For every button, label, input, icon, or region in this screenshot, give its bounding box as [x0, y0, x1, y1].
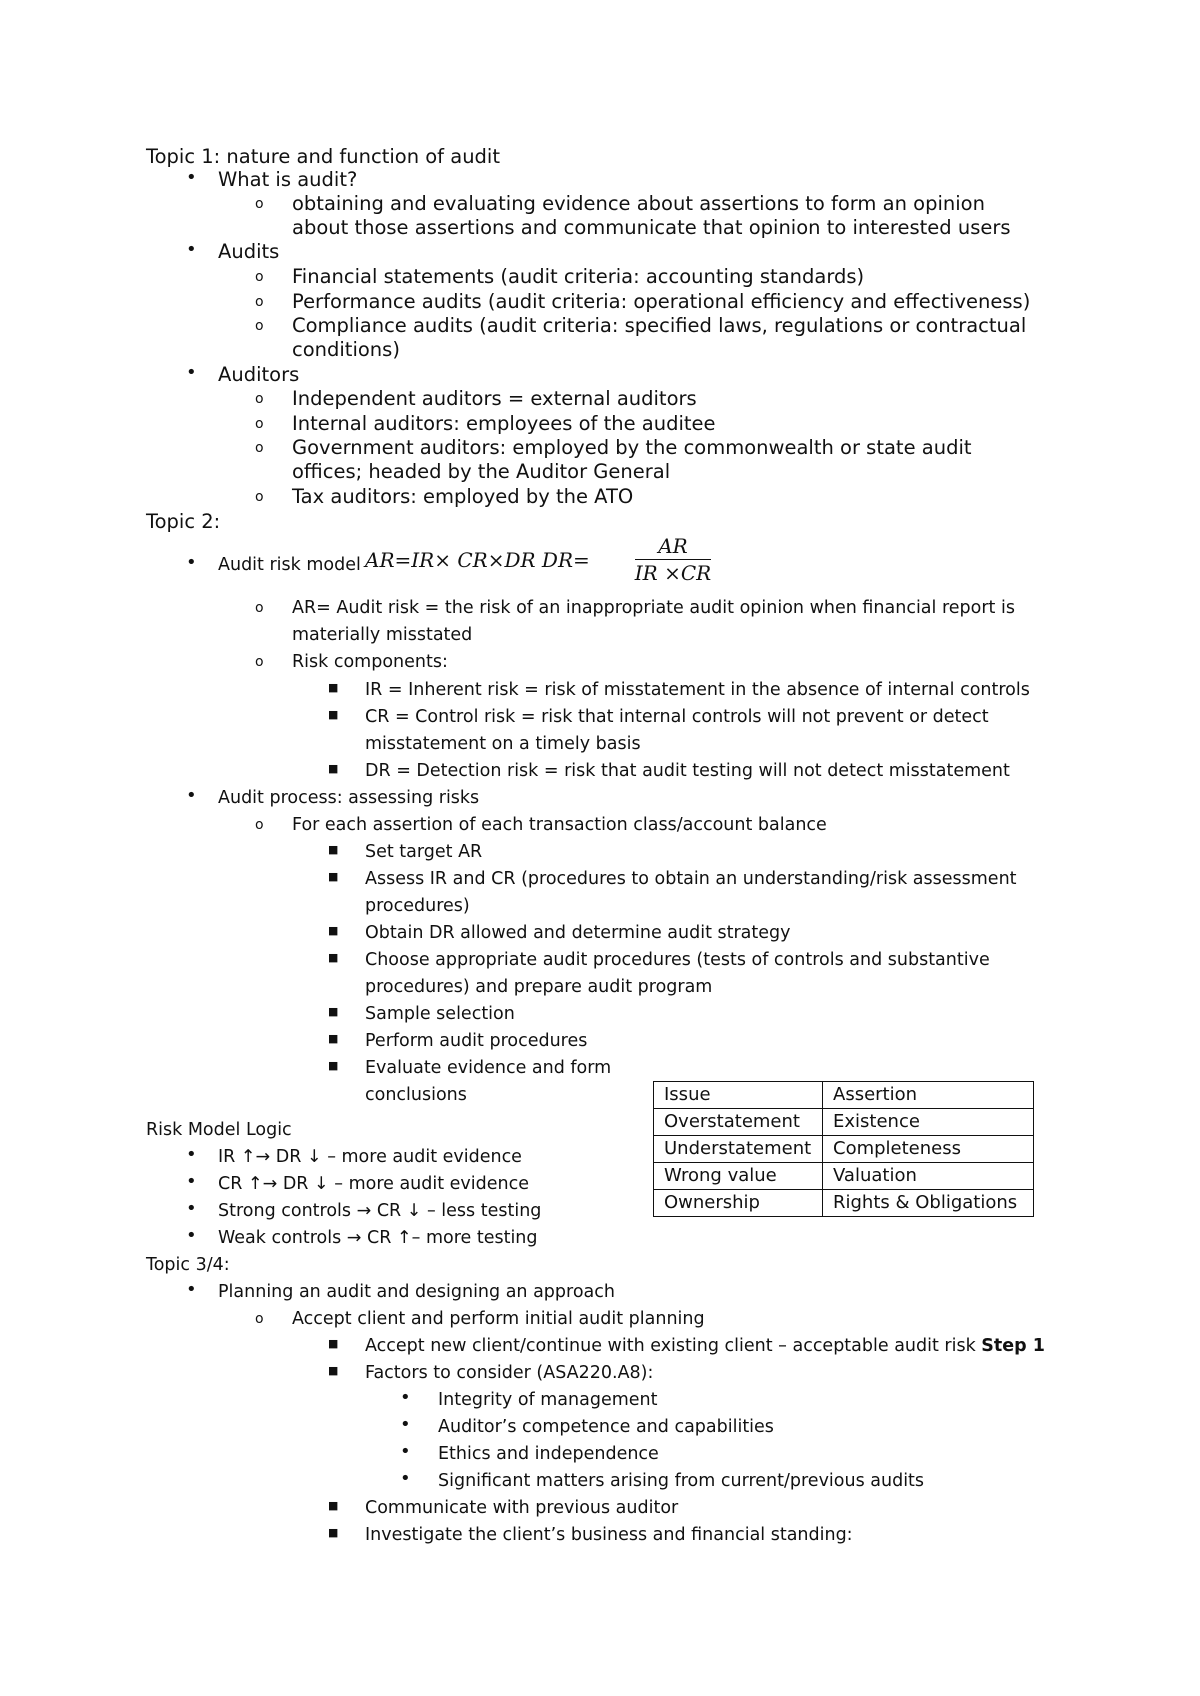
- audits-label: Audits: [218, 240, 280, 263]
- factor-item: Integrity of management: [438, 1390, 658, 1410]
- circle-bullet-icon: o: [255, 269, 264, 285]
- auditors-label: Auditors: [218, 363, 300, 386]
- topic1-answer-line2: about those assertions and communicate that opinion to interested users: [292, 216, 1011, 239]
- process-step: Choose appropriate audit procedures (tests of controls and substantive: [365, 950, 990, 970]
- bullet-icon: •: [400, 1414, 411, 1435]
- table-row: [654, 1163, 1034, 1190]
- circle-bullet-icon: o: [255, 391, 264, 407]
- topic1-question: What is audit?: [218, 168, 358, 191]
- square-bullet-icon: ■: [328, 681, 339, 694]
- bullet-icon: •: [400, 1387, 411, 1408]
- square-bullet-icon: ■: [328, 1005, 339, 1018]
- process-step-continued: procedures): [365, 896, 470, 916]
- factor-item: Ethics and independence: [438, 1444, 659, 1464]
- audits-item-continued: conditions): [292, 338, 400, 361]
- topic1-heading: Topic 1: nature and function of audit: [146, 145, 500, 168]
- table-row: [654, 1136, 1034, 1163]
- audit-process-sub: For each assertion of each transaction class/account balance: [292, 815, 827, 835]
- square-bullet-icon: ■: [328, 1526, 339, 1539]
- circle-bullet-icon: o: [255, 489, 264, 505]
- topic2-heading: Topic 2:: [146, 510, 221, 533]
- formula-numerator: AR: [658, 534, 688, 558]
- table-row: [654, 1109, 1034, 1136]
- risk-components-label: Risk components:: [292, 652, 448, 672]
- factor-item: Auditor’s competence and capabilities: [438, 1417, 774, 1437]
- circle-bullet-icon: o: [255, 1311, 264, 1327]
- table-header-cell: Issue: [654, 1082, 823, 1109]
- circle-bullet-icon: o: [255, 440, 264, 456]
- square-bullet-icon: ■: [328, 762, 339, 775]
- audits-item: Compliance audits (audit criteria: specified laws, regulations or contractual: [292, 314, 1027, 337]
- risk-logic-item: Weak controls → CR ↑– more testing: [218, 1228, 538, 1248]
- circle-bullet-icon: o: [255, 817, 264, 833]
- communicate-label: Communicate with previous auditor: [365, 1498, 679, 1518]
- accept-new-client-line: [365, 1334, 1045, 1358]
- square-bullet-icon: ■: [328, 924, 339, 937]
- dr-definition: DR = Detection risk = risk that audit testing will not detect misstatement: [365, 761, 1010, 781]
- circle-bullet-icon: o: [255, 196, 264, 212]
- formula-main: AR=IR× CR×DR DR=: [365, 548, 590, 572]
- process-step: Obtain DR allowed and determine audit strategy: [365, 923, 791, 943]
- risk-logic-item: IR ↑→ DR ↓ – more audit evidence: [218, 1147, 522, 1167]
- audit-process-label: Audit process: assessing risks: [218, 788, 480, 808]
- accept-client-label: Accept client and perform initial audit planning: [292, 1309, 705, 1329]
- table-cell: Overstatement: [654, 1109, 823, 1136]
- ar-definition-line1: AR= Audit risk = the risk of an inappropriate audit opinion when financial report is: [292, 598, 1015, 618]
- circle-bullet-icon: o: [255, 416, 264, 432]
- table-header-row: [654, 1082, 1034, 1109]
- table-cell: Valuation: [823, 1163, 1034, 1190]
- risk-logic-item: Strong controls → CR ↓ – less testing: [218, 1201, 542, 1221]
- process-step-continued: procedures) and prepare audit program: [365, 977, 713, 997]
- bullet-icon: •: [186, 1144, 197, 1165]
- assertion-table: [653, 1081, 1034, 1217]
- process-step: Sample selection: [365, 1004, 515, 1024]
- cr-definition-line1: CR = Control risk = risk that internal controls will not prevent or detect: [365, 707, 989, 727]
- square-bullet-icon: ■: [328, 951, 339, 964]
- bullet-icon: •: [186, 1171, 197, 1192]
- ar-definition-line2: materially misstated: [292, 625, 473, 645]
- table-cell: Wrong value: [654, 1163, 823, 1190]
- factor-item: Significant matters arising from current/previous audits: [438, 1471, 925, 1491]
- process-step: Perform audit procedures: [365, 1031, 588, 1051]
- ir-definition: IR = Inherent risk = risk of misstatement in the absence of internal controls: [365, 680, 1030, 700]
- square-bullet-icon: ■: [328, 708, 339, 721]
- square-bullet-icon: ■: [328, 1499, 339, 1512]
- formula-denominator: IR ×CR: [634, 561, 712, 585]
- table-cell: Ownership: [654, 1190, 823, 1217]
- circle-bullet-icon: o: [255, 294, 264, 310]
- topic34-heading: Topic 3/4:: [146, 1255, 230, 1275]
- topic1-answer-line1: obtaining and evaluating evidence about assertions to form an opinion: [292, 192, 985, 215]
- bullet-icon: •: [400, 1441, 411, 1462]
- bullet-icon: •: [186, 167, 197, 188]
- bullet-icon: •: [186, 362, 197, 383]
- audit-risk-model-label: Audit risk model: [218, 555, 361, 575]
- table-cell: Rights & Obligations: [823, 1190, 1034, 1217]
- square-bullet-icon: ■: [328, 1364, 339, 1377]
- table-cell: Understatement: [654, 1136, 823, 1163]
- square-bullet-icon: ■: [328, 1337, 339, 1350]
- process-step-continued: conclusions: [365, 1085, 467, 1105]
- audits-item: Financial statements (audit criteria: accounting standards): [292, 265, 865, 288]
- square-bullet-icon: ■: [328, 870, 339, 883]
- bullet-icon: •: [186, 1279, 197, 1300]
- risk-logic-item: CR ↑→ DR ↓ – more audit evidence: [218, 1174, 530, 1194]
- cr-definition-line2: misstatement on a timely basis: [365, 734, 641, 754]
- bullet-icon: •: [186, 1198, 197, 1219]
- bullet-icon: •: [186, 1225, 197, 1246]
- square-bullet-icon: ■: [328, 843, 339, 856]
- planning-label: Planning an audit and designing an approach: [218, 1282, 615, 1302]
- auditors-item: Tax auditors: employed by the ATO: [292, 485, 634, 508]
- bullet-icon: •: [186, 239, 197, 260]
- table-cell: Existence: [823, 1109, 1034, 1136]
- bullet-icon: •: [186, 552, 197, 573]
- auditors-item-continued: offices; headed by the Auditor General: [292, 460, 671, 483]
- table-row: [654, 1190, 1034, 1217]
- table-header-cell: Assertion: [823, 1082, 1034, 1109]
- auditors-item: Government auditors: employed by the commonwealth or state audit: [292, 436, 972, 459]
- circle-bullet-icon: o: [255, 654, 264, 670]
- bullet-icon: •: [186, 785, 197, 806]
- circle-bullet-icon: o: [255, 318, 264, 334]
- formula-fraction: [633, 533, 713, 586]
- factors-label: Factors to consider (ASA220.A8):: [365, 1363, 654, 1383]
- bullet-icon: •: [400, 1468, 411, 1489]
- accept-new-client-text: Accept new client/continue with existing client – acceptable audit risk: [365, 1336, 976, 1356]
- process-step: Assess IR and CR (procedures to obtain an understanding/risk assessment: [365, 869, 1017, 889]
- circle-bullet-icon: o: [255, 600, 264, 616]
- auditors-item: Independent auditors = external auditors: [292, 387, 697, 410]
- table-cell: Completeness: [823, 1136, 1034, 1163]
- step1-label: Step 1: [981, 1336, 1045, 1356]
- auditors-item: Internal auditors: employees of the auditee: [292, 412, 716, 435]
- process-step: Set target AR: [365, 842, 483, 862]
- square-bullet-icon: ■: [328, 1032, 339, 1045]
- audits-item: Performance audits (audit criteria: operational efficiency and effectiveness): [292, 290, 1031, 313]
- investigate-label: Investigate the client’s business and financial standing:: [365, 1525, 853, 1545]
- process-step: Evaluate evidence and form: [365, 1058, 612, 1078]
- square-bullet-icon: ■: [328, 1059, 339, 1072]
- risk-logic-heading: Risk Model Logic: [146, 1120, 292, 1140]
